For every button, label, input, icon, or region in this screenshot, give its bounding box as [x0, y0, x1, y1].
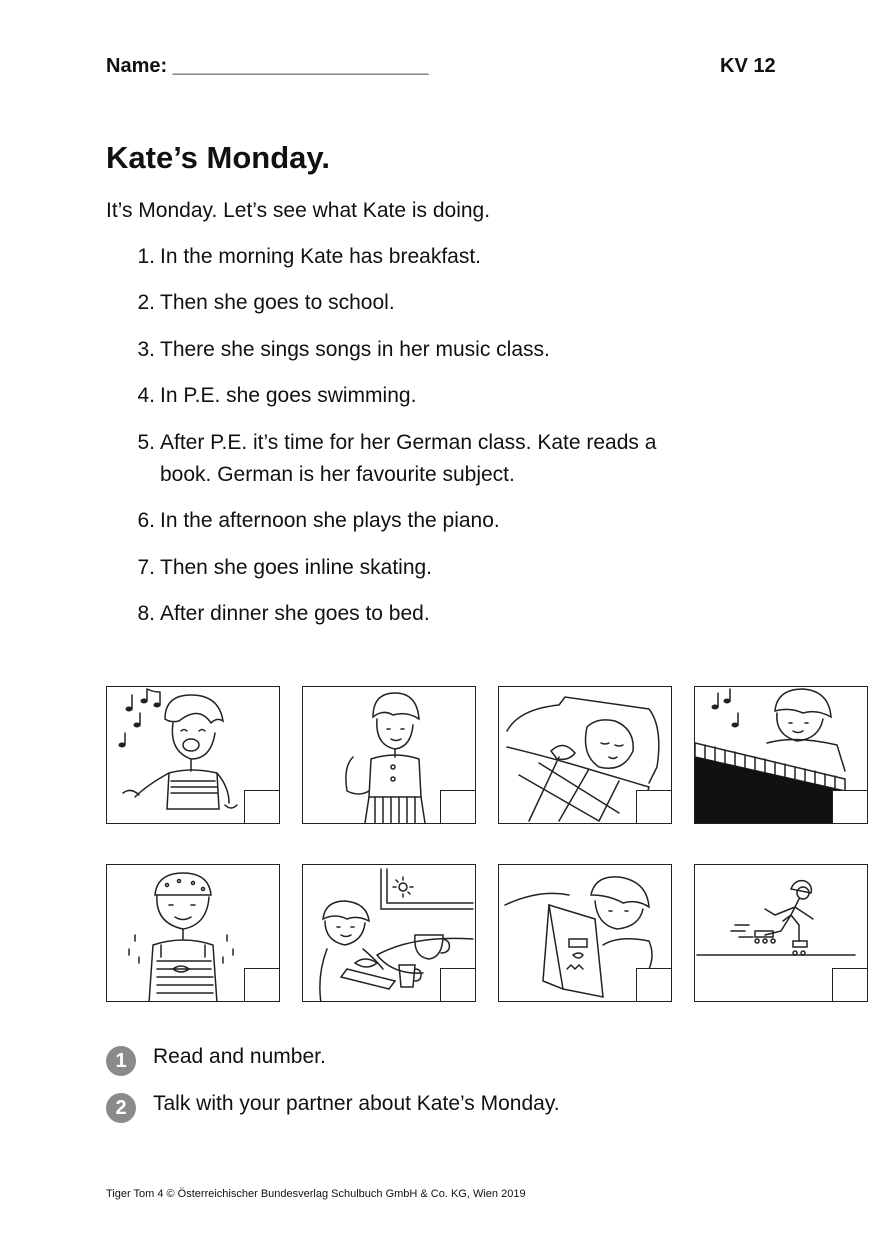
number-box[interactable] — [440, 968, 476, 1002]
item-number: 6. — [137, 509, 155, 532]
item-number: 8. — [137, 602, 155, 625]
number-box[interactable] — [636, 790, 672, 824]
task-number-badge: 2 — [106, 1093, 136, 1123]
number-box[interactable] — [832, 790, 868, 824]
item-number: 1. — [137, 245, 155, 268]
item-text: In the afternoon she plays the piano. — [160, 509, 500, 532]
item-text: book. German is her favourite subject. — [160, 463, 515, 486]
intro-text: It’s Monday. Let’s see what Kate is doing. — [106, 199, 491, 222]
picture-bed — [498, 686, 672, 824]
item-text: In the morning Kate has breakfast. — [160, 245, 482, 268]
worksheet-code: KV 12 — [720, 55, 776, 77]
picture-breakfast — [302, 864, 476, 1002]
picture-school — [302, 686, 476, 824]
number-box[interactable] — [244, 790, 280, 824]
item-number: 7. — [137, 556, 155, 579]
picture-skating — [694, 864, 868, 1002]
picture-swimming — [106, 864, 280, 1002]
page-title: Kate’s Monday. — [106, 140, 330, 175]
picture-singing — [106, 686, 280, 824]
item-number: 2. — [137, 291, 155, 314]
item-text: After dinner she goes to bed. — [160, 602, 430, 625]
item-text: In P.E. she goes swimming. — [160, 384, 417, 407]
task-number-badge: 1 — [106, 1046, 136, 1076]
item-number: 5. — [137, 431, 155, 454]
item-text: Then she goes to school. — [160, 291, 395, 314]
number-box[interactable] — [244, 968, 280, 1002]
number-box[interactable] — [440, 790, 476, 824]
item-text: After P.E. it’s time for her German class. Kate reads a — [160, 431, 657, 454]
copyright-footer: Tiger Tom 4 © Österreichischer Bundesverlag Schulbuch GmbH & Co. KG, Wien 2019 — [106, 1188, 526, 1200]
picture-reading — [498, 864, 672, 1002]
task-instruction: Talk with your partner about Kate’s Monday. — [153, 1092, 560, 1115]
item-text: Then she goes inline skating. — [160, 556, 433, 579]
picture-piano — [694, 686, 868, 824]
item-text: There she sings songs in her music class. — [160, 338, 550, 361]
name-field-label[interactable]: Name: _______________________ — [106, 55, 429, 77]
task-instruction: Read and number. — [153, 1045, 326, 1068]
item-number: 4. — [137, 384, 155, 407]
item-number: 3. — [137, 338, 155, 361]
number-box[interactable] — [636, 968, 672, 1002]
number-box[interactable] — [832, 968, 868, 1002]
sentence-list — [133, 0, 793, 640]
